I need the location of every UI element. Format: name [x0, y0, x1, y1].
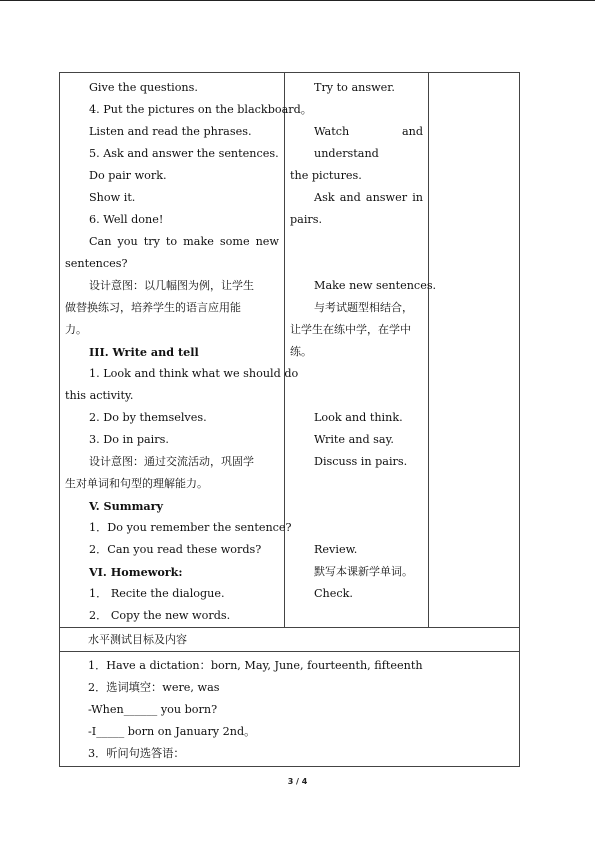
text-line: Make new sentences. — [314, 279, 437, 292]
text-line: 1． Recite the dialogue. — [89, 587, 225, 600]
text-line: 5. Ask and answer the sentences. — [89, 147, 279, 160]
text-line: 让学生在练中学，在学中 — [290, 323, 411, 336]
student-activity-cell — [285, 73, 437, 628]
text-line: 练。 — [290, 345, 312, 358]
text-line: 与考试题型相结合， — [314, 301, 413, 314]
text-line: Can you try to make some new — [89, 235, 279, 248]
text-line: 1．Do you remember the sentence? — [89, 521, 292, 534]
text-line: Listen and read the phrases. — [89, 125, 252, 138]
quiz-line: -I_____ born on January 2nd。 — [88, 725, 256, 738]
text-line: Show it. — [89, 191, 136, 204]
design-intent-line: 力。 — [65, 323, 87, 336]
text-line: Write and say. — [314, 433, 394, 446]
text-line: 2． Copy the new words. — [89, 609, 231, 622]
section-heading-write-and-tell: III. Write and tell — [89, 345, 199, 359]
text-line: Review. — [314, 543, 358, 556]
text-line: 6. Well done! — [89, 213, 164, 226]
text-line: the pictures. — [290, 169, 362, 182]
design-intent-line: 设计意图：以几幅图为例，让学生 — [89, 279, 254, 292]
quiz-line: 2．选词填空：were, was — [88, 681, 220, 694]
page-top-rule — [0, 0, 595, 1]
text-line: Look and think. — [314, 411, 403, 424]
quiz-line: 1．Have a dictation：born, May, June, fourteenth, fifteenth — [88, 659, 423, 672]
assessment-title-row — [60, 628, 520, 652]
text-line: 2．Can you read these words? — [89, 543, 262, 556]
text-line: Try to answer. — [314, 81, 395, 94]
page-number: 3 / 4 — [287, 777, 308, 786]
text-line: Do pair work. — [89, 169, 167, 182]
assessment-content-row — [60, 652, 520, 767]
assessment-title-cell — [60, 628, 520, 652]
quiz-line: -When______ you born? — [88, 703, 218, 716]
text-line: this activity. — [65, 389, 134, 402]
procedure-row — [60, 73, 520, 628]
text-line: 默写本课新学单词。 — [314, 565, 413, 578]
section-heading-homework: VI. Homework: — [89, 565, 183, 579]
text-line: 3. Do in pairs. — [89, 433, 169, 446]
text-line: 4. Put the pictures on the blackboard。 — [89, 103, 312, 116]
text-line: 2. Do by themselves. — [89, 411, 207, 424]
assessment-content-cell — [60, 652, 520, 767]
quiz-line: 3．听问句选答语： — [88, 747, 185, 760]
assessment-title: 水平测试目标及内容 — [88, 633, 187, 646]
text-line: Discuss in pairs. — [314, 455, 408, 468]
design-intent-line: 生对单词和句型的理解能力。 — [65, 477, 208, 490]
text-line: 1. Look and think what we should do — [89, 367, 299, 380]
text-line: Watch and understand — [314, 125, 423, 160]
teacher-activity-cell — [60, 73, 312, 628]
design-intent-line: 设计意图：通过交流活动，巩固学 — [89, 455, 254, 468]
text-line: Check. — [314, 587, 353, 600]
text-line: sentences? — [65, 257, 128, 270]
text-line: Give the questions. — [89, 81, 198, 94]
notes-cell — [429, 73, 520, 628]
text-line: Ask and answer in — [314, 191, 423, 204]
section-heading-summary: V. Summary — [89, 499, 164, 513]
text-line: pairs. — [290, 213, 323, 226]
lesson-plan-table — [59, 72, 520, 767]
design-intent-line: 做替换练习，培养学生的语言应用能 — [65, 301, 241, 314]
